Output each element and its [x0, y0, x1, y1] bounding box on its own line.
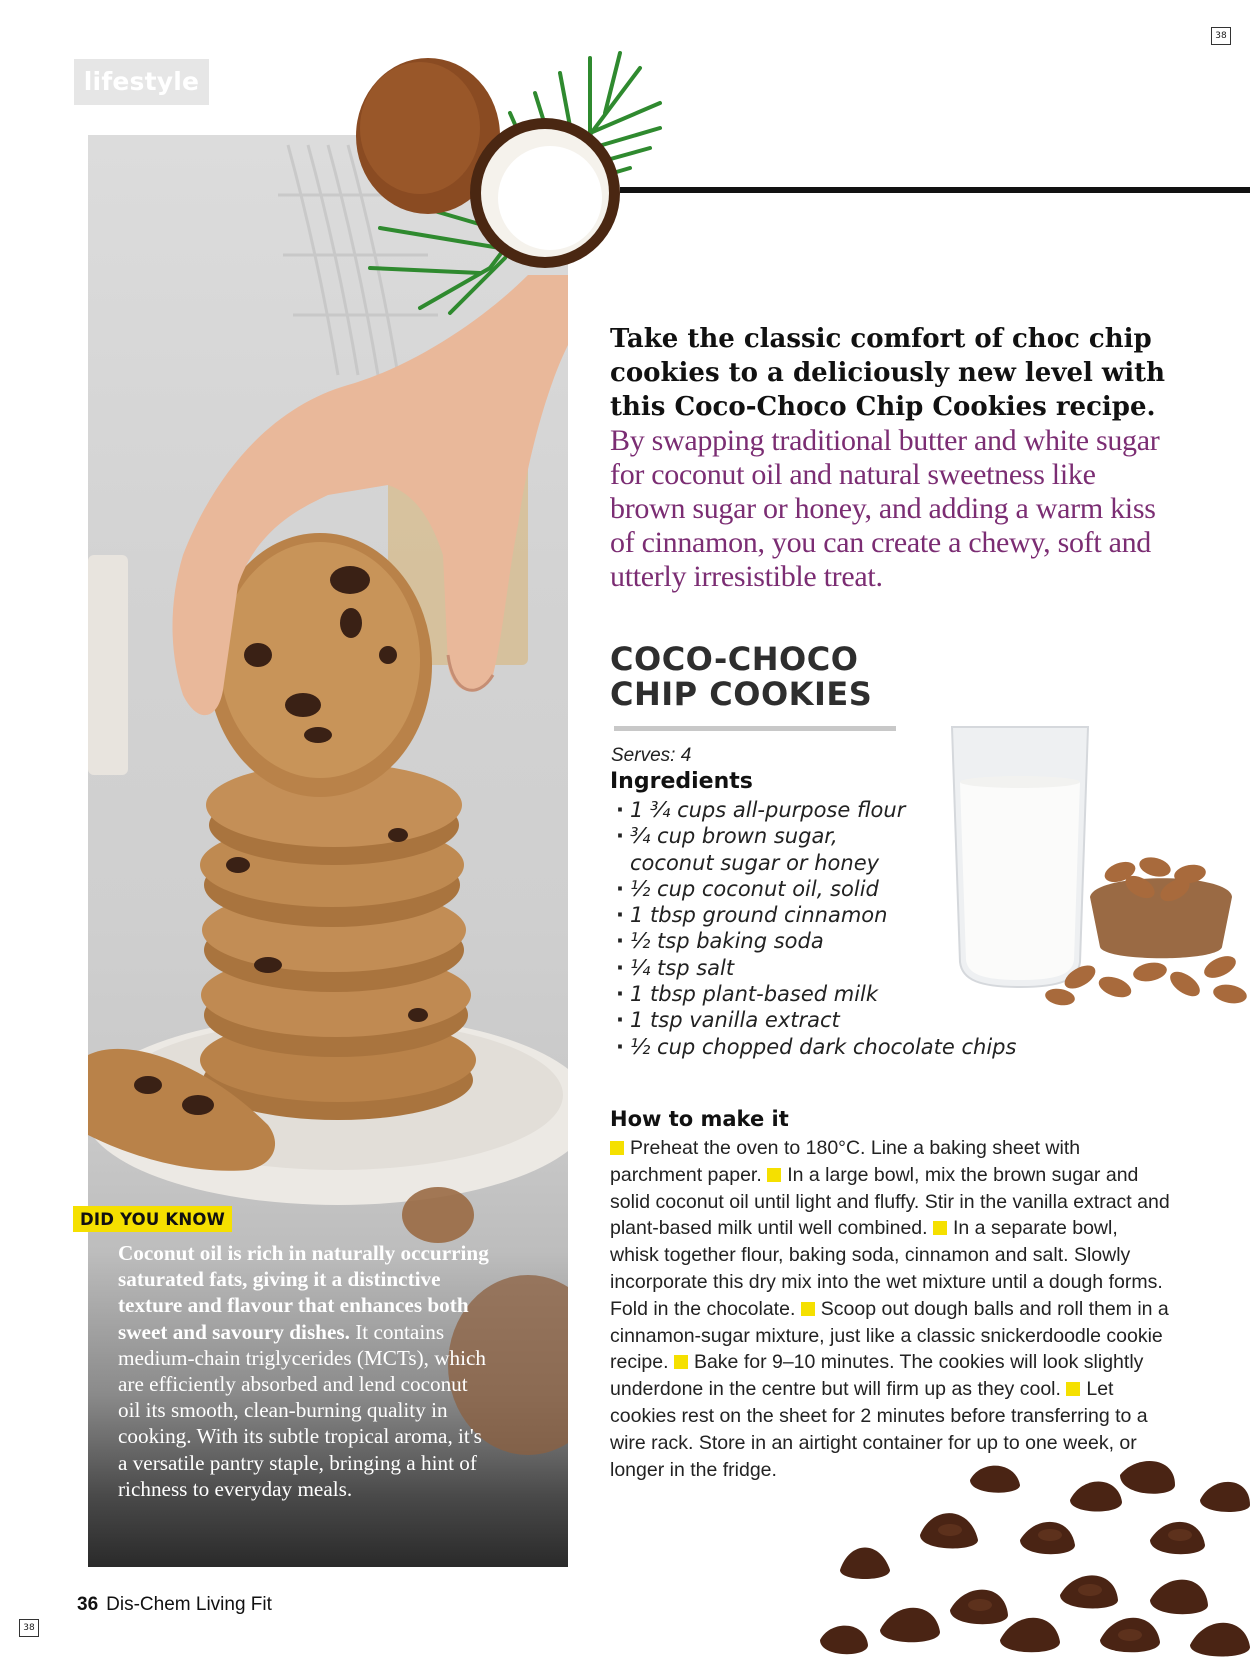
ingredient-item: · 1 tbsp plant-based milk [616, 981, 1016, 1007]
top-divider [620, 187, 1250, 193]
step-marker [674, 1355, 688, 1369]
ingredient-item: · ½ cup chopped dark chocolate chips [616, 1034, 1016, 1060]
footer-page-number: 36 [77, 1594, 99, 1615]
intro-lead: Take the classic comfort of choc chip cookies to a deliciously new level with this Coco-Choco Chip Cookies recipe. [610, 324, 1166, 422]
chocolate-chips-illustration [820, 1460, 1250, 1665]
serves-text: Serves: 4 [611, 745, 692, 766]
ingredients-heading: Ingredients [610, 769, 753, 794]
coconut-illustration [340, 28, 700, 318]
method-step: Scoop out dough balls and roll them in a cinnamon-sugar mixture, just like a classic snickerdoodle cookie recipe. [610, 1297, 1169, 1374]
step-marker [767, 1168, 781, 1182]
step-marker [1066, 1382, 1080, 1396]
ingredient-item: · ¾ cup brown sugar, [616, 823, 1016, 849]
recipe-title [610, 642, 872, 712]
method-step: Let cookies rest on the sheet for 2 minutes before transferring to a wire rack. Store in an airtight container for up to one week, or longer in the fridge. [610, 1378, 1148, 1481]
ingredient-item: coconut sugar or honey [630, 850, 880, 875]
page-number-box: 38 [19, 1619, 39, 1637]
ingredient-item: · 1 tsp vanilla extract [616, 1007, 1016, 1033]
page-number-box: 38 [1211, 27, 1231, 45]
recipe-title-line: CHIP COOKIES [610, 675, 873, 713]
method-step: Bake for 9–10 minutes. The cookies will look slightly underdone in the centre but will firm up as they cool. [610, 1351, 1144, 1401]
did-you-know-badge: DID YOU KNOW [73, 1206, 232, 1232]
did-you-know-body: It contains medium-chain triglycerides (MCTs), which are efficiently absorbed and lend coconut oil its smooth, clean-burning quality in cooking. With its subtle tropical aroma, it's a versatile pantry staple, bringing a hint of richness to everyday meals. [118, 1319, 487, 1501]
method-text [610, 1135, 1170, 1483]
method-step: In a large bowl, mix the brown sugar and solid coconut oil until light and fluffy. Stir in the vanilla extract and plant-based milk until well combined. [610, 1163, 1170, 1240]
recipe-title-line: COCO-CHOCO [610, 640, 859, 678]
footer-publication: Dis-Chem Living Fit [106, 1594, 272, 1615]
page-footer [77, 1594, 272, 1616]
step-marker [610, 1141, 624, 1155]
step-marker [801, 1302, 815, 1316]
did-you-know-lead: Coconut oil is rich in naturally occurring saturated fats, giving it a distinctive texture and flavour that enhances both sweet and savoury dishes. [118, 1241, 489, 1344]
ingredient-item: · ½ tsp baking soda [616, 928, 1016, 954]
intro-body: By swapping traditional butter and white sugar for coconut oil and natural sweetness like brown sugar or honey, and adding a warm kiss of cinnamon, you can create a chewy, soft and utterly irresistible treat. [610, 424, 1160, 593]
title-divider [614, 726, 896, 731]
method-step: Preheat the oven to 180°C. Line a baking sheet with parchment paper. [610, 1137, 1081, 1186]
ingredient-item: · 1 ¾ cups all-purpose flour [616, 797, 1016, 823]
ingredient-item: · ½ cup coconut oil, solid [616, 876, 1016, 902]
method-step: In a separate bowl, whisk together flour, baking soda, cinnamon and salt. Slowly incorporate this dry mix into the wet mixture until a dough forms. Fold in the chocolate. [610, 1217, 1163, 1320]
did-you-know-text [118, 1240, 493, 1502]
milk-almonds-illustration [940, 722, 1250, 1012]
ingredient-item: · ¼ tsp salt [616, 955, 1016, 981]
intro-block [610, 322, 1170, 594]
step-marker [933, 1221, 947, 1235]
ingredient-item: · 1 tbsp ground cinnamon [616, 902, 1016, 928]
method-heading: How to make it [610, 1107, 789, 1131]
section-tag: lifestyle [74, 59, 209, 105]
